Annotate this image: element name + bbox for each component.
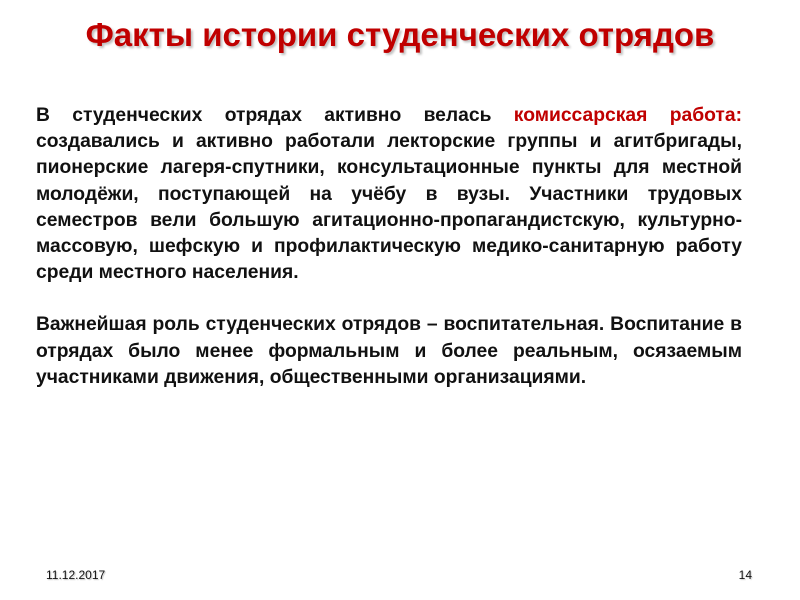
paragraph-educational-role: Важнейшая роль студенческих отрядов – воспитательная. Воспитание в отрядах было менее формальным и более реальным, осязаемым участниками движения, общественными организациями. xyxy=(36,314,742,388)
paragraph-1-accent: комиссарская работа: xyxy=(513,105,743,126)
paragraph-1-rest: создавались и активно работали лекторские группы и агитбригады, пионерские лагеря-спутники, консультационные пункты для местной молодёжи, поступающей на учёбу в вузы. Участники трудовых семестров вели большую агитационно-пропагандистскую, культурно-массовую, шефскую и профилактическую медико-санитарную работу среди местного населения. xyxy=(36,131,742,284)
footer-page-number: 14 xyxy=(738,568,752,582)
paragraph-commissar-work xyxy=(36,103,742,286)
slide-title: Факты истории студенческих отрядов xyxy=(85,16,715,53)
slide-body xyxy=(36,103,742,391)
footer-date: 11.12.2017 xyxy=(46,568,106,582)
paragraph-1-intro: В студенческих отрядах активно велась xyxy=(36,105,514,126)
